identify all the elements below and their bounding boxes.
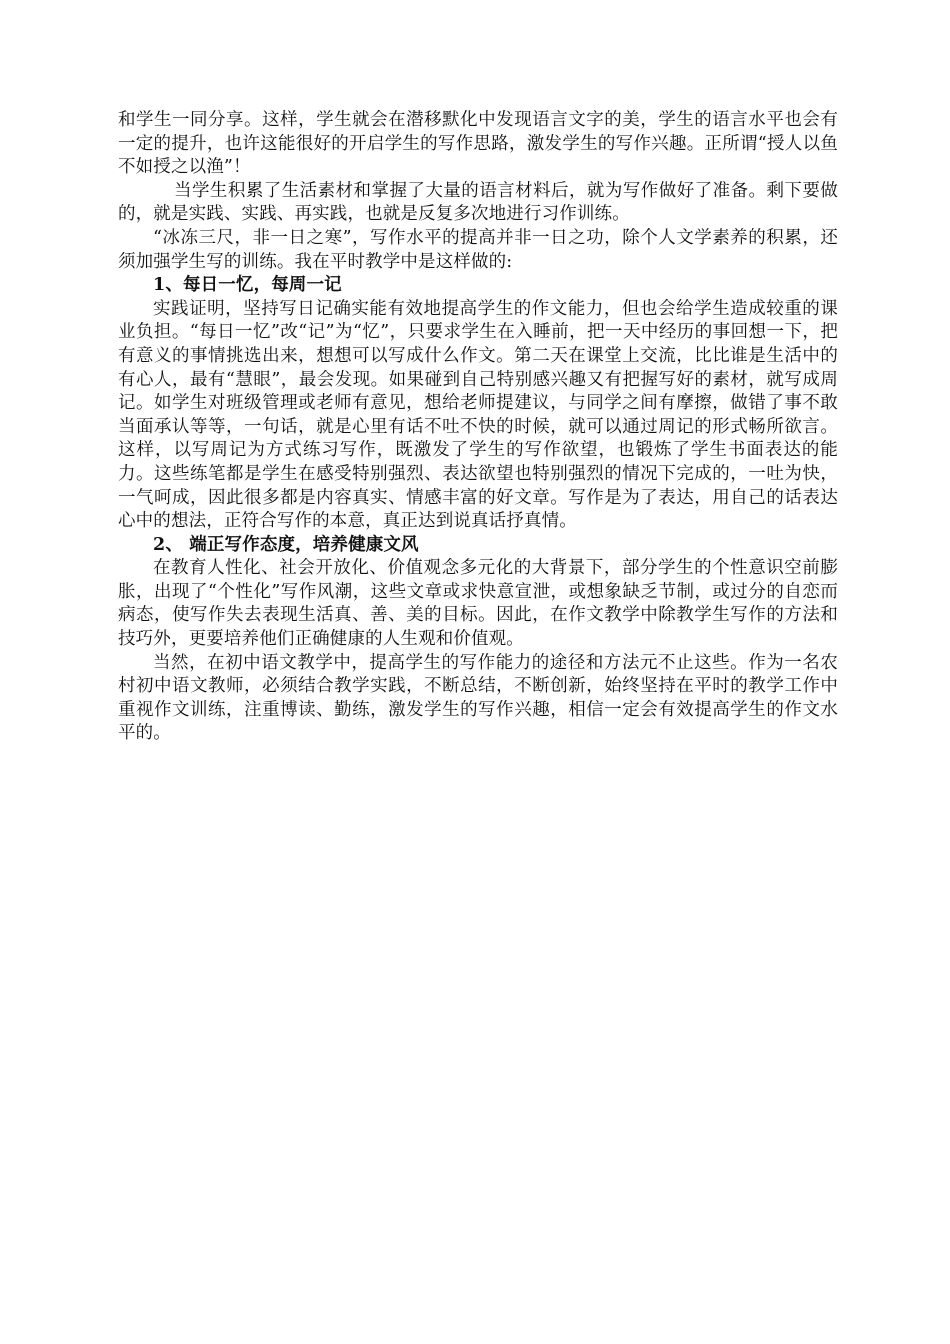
paragraph-conclusion: 当然，在初中语文教学中，提高学生的写作能力的途径和方法元不止这些。作为一名农村初中语文教师，必须结合教学实践，不断总结，不断创新，始终坚持在平时的教学工作中重视作文训练，注重博读、勤练，激发学生的写作兴趣，相信一定会有效提高学生的作文水平的。 (118, 652, 838, 744)
paragraph-continuation: 和学生一同分享。这样，学生就会在潜移默化中发现语言文字的美，学生的语言水平也会有一定的提升，也许这能很好的开启学生的写作思路，激发学生的写作兴趣。正所谓“授人以鱼不如授之以渔”！ (118, 110, 838, 178)
paragraph-daily-recall: 实践证明，坚持写日记确实能有效地提高学生的作文能力，但也会给学生造成较重的课业负担。“每日一忆”改“记”为“忆”，只要求学生在入睡前，把一天中经历的事回想一下，把有意义的事情挑选出来，想想可以写成什么作文。第二天在课堂上交流，比比谁是生活中的有心人，最有“慧眼”，最会发现。如果碰到自己特别感兴趣又有把握写好的素材，就写成周记。如学生对班级管理或老师有意见，想给老师提建议，与同学之间有摩擦，做错了事不敢当面承认等等，一句话，就是心里有话不吐不快的时候，就可以通过周记的形式畅所欲言。这样，以写周记为方式练习写作，既激发了学生的写作欲望，也锻炼了学生书面表达的能力。这些练笔都是学生在感受特别强烈、表达欲望也特别强烈的情况下完成的，一吐为快，一气呵成，因此很多都是内容真实、情感丰富的好文章。写作是为了表达，用自己的话表达心中的想法，正符合写作的本意，真正达到说真话抒真情。 (118, 298, 838, 532)
paragraph-training-intro: “冰冻三尺，非一日之寒”，写作水平的提高并非一日之功，除个人文学素养的积累，还须加强学生写的训练。我在平时教学中是这样做的: (118, 227, 838, 272)
section-heading-2: 2、 端正写作态度，培养健康文风 (153, 534, 419, 555)
paragraph-preparation: 当学生积累了生活素材和掌握了大量的语言材料后，就为写作做好了准备。剩下要做的，就是实践、实践、再实践，也就是反复多次地进行习作训练。 (118, 180, 838, 225)
paragraph-writing-attitude: 在教育人性化、社会开放化、价值观念多元化的大背景下，部分学生的个性意识空前膨胀，出现了“个性化”写作风潮，这些文章或求快意宣泄，或想象缺乏节制，或过分的自恋而病态，使写作失去表现生活真、善、美的目标。因此，在作文教学中除教学生写作的方法和技巧外，更要培养他们正确健康的人生观和价值观。 (118, 558, 838, 650)
document-body (118, 109, 838, 746)
section-heading-1: 1、每日一忆，每周一记 (153, 275, 342, 296)
